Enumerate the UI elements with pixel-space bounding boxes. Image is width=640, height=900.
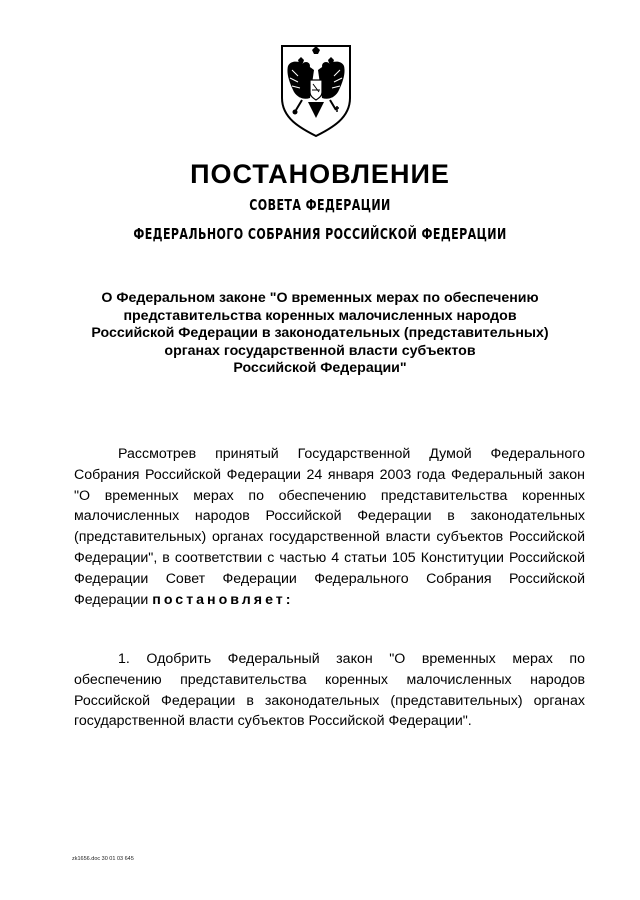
footer-file-reference: zk1656.doc 30 01 03 645 [72, 856, 134, 862]
preamble-text: Рассмотрев принятый Государственной Думой Федерального Собрания Российской Федерации 24 января 2003 года Федеральный закон "О временных мерах по обеспечению представительства коренных малочисленных народов Российской Федерации в законодательных (представительных) органах государственной власти субъектов Российской Федерации", в соответствии с частью 4 статьи 105 Конституции Российской Федерации Совет Федерации Федерального Собрания Российской Федерации [74, 446, 585, 608]
heading-line: Российской Федерации в законодательных (представительных) [91, 325, 549, 341]
document-title: ПОСТАНОВЛЕНИЕ [190, 159, 450, 189]
resolution-paragraph [74, 649, 585, 732]
preamble-paragraph [74, 444, 585, 610]
heading-line: представительства коренных малочисленных народов [123, 307, 517, 324]
document-subtitle-line1: СОВЕТА ФЕДЕРАЦИИ [249, 196, 391, 214]
resolution-text: 1. Одобрить Федеральный закон "О временных мерах по обеспечению представительства коренных малочисленных народов Российской Федерации в законодательных (представительных) органах государственной власти субъектов Российской Федерации". [74, 651, 585, 730]
heading-line: Российской Федерации" [233, 360, 407, 376]
heading-line: О Федеральном законе "О временных мерах по обеспечению [101, 290, 539, 306]
resolves-word: постановляет: [152, 591, 294, 608]
heading-line: органах государственной власти субъектов [164, 342, 476, 359]
document-subtitle-line2: ФЕДЕРАЛЬНОГО СОБРАНИЯ РОССИЙСКОЙ ФЕДЕРАЦИИ [133, 225, 507, 243]
document-heading [60, 290, 580, 378]
russian-coat-of-arms-icon [268, 40, 364, 140]
